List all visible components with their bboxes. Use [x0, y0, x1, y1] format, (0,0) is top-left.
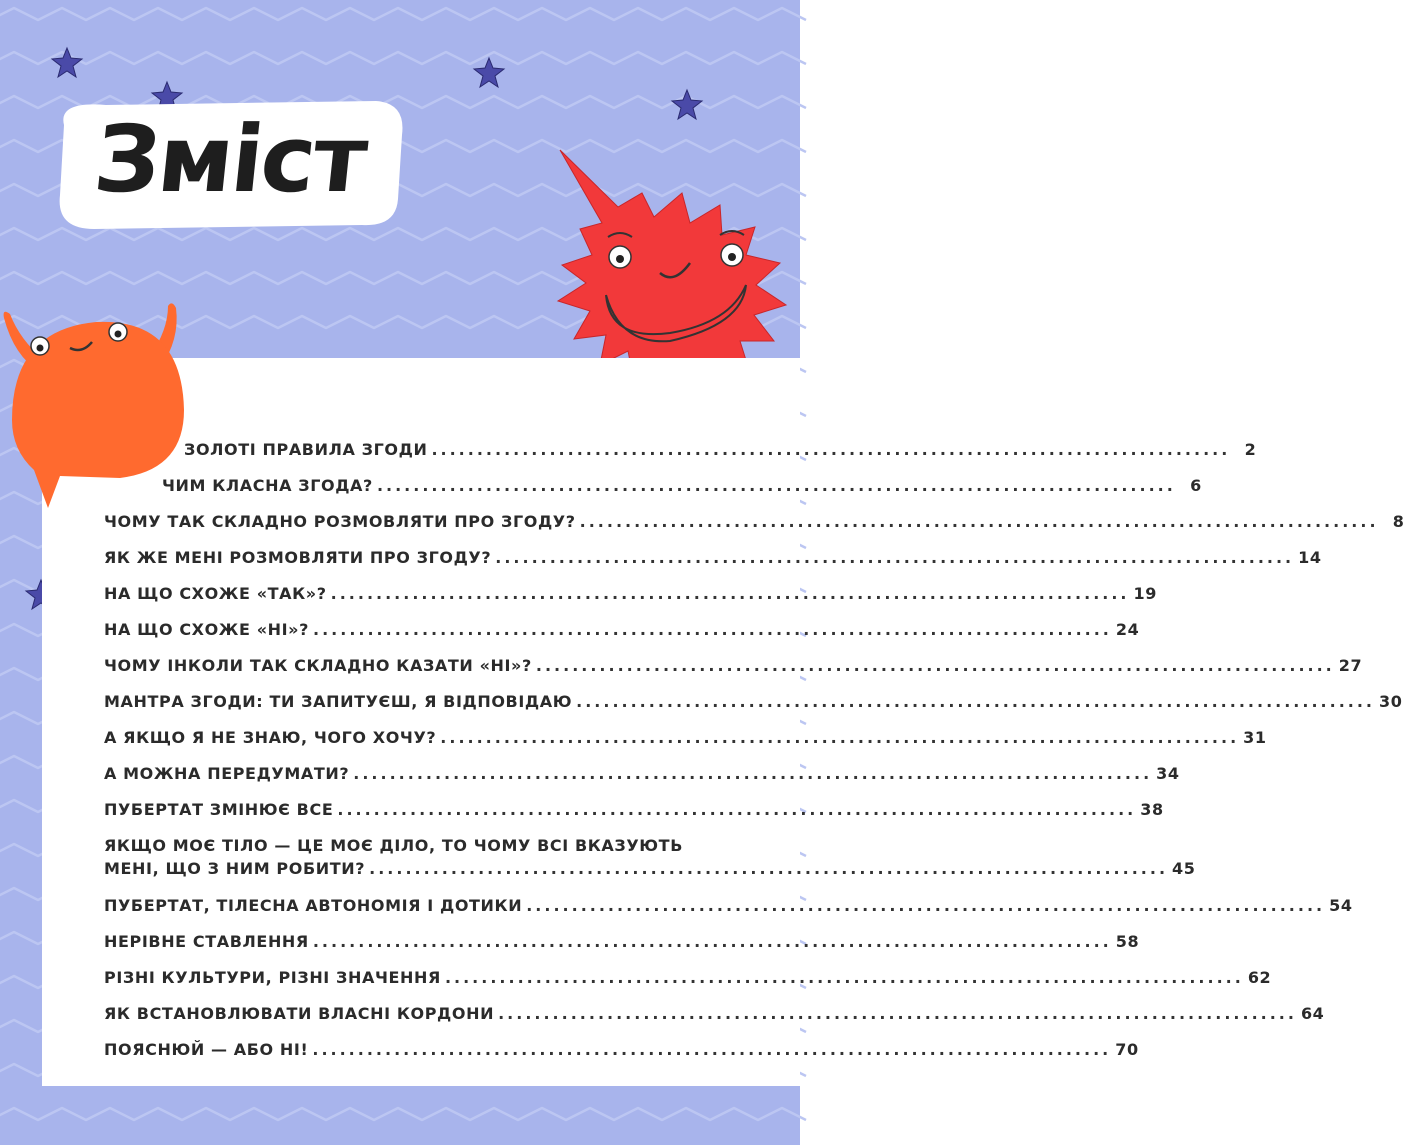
star-icon [472, 56, 506, 90]
toc-leader-dots: ........................................................................................ [431, 440, 1231, 459]
toc-item[interactable] [184, 440, 1257, 459]
toc-leader-dots: ........................................................................................ [579, 512, 1379, 531]
toc-item-title-line1: ЯКЩО МОЄ ТІЛО — ЦЕ МОЄ ДІЛО, ТО ЧОМУ ВСІ ВКАЗУЮТЬ [104, 836, 683, 855]
toc-item-title: ПУБЕРТАТ, ТІЛЕСНА АВТОНОМІЯ І ДОТИКИ [104, 896, 523, 915]
toc-item-title: А ЯКЩО Я НЕ ЗНАЮ, ЧОГО ХОЧУ? [104, 728, 437, 747]
toc-item-page: 38 [1140, 800, 1164, 819]
toc-item-page: 27 [1338, 656, 1363, 675]
toc-item-title: РІЗНІ КУЛЬТУРИ, РІЗНІ ЗНАЧЕННЯ [104, 968, 441, 987]
toc-item-title-line2: МЕНІ, ЩО З НИМ РОБИТИ? [104, 859, 366, 878]
toc-item-title: ЯК ВСТАНОВЛЮВАТИ ВЛАСНІ КОРДОНИ [104, 1004, 495, 1023]
toc-item-title: НА ЩО СХОЖЕ «НІ»? [104, 620, 309, 639]
toc-item-title: ЯК ЖЕ МЕНІ РОЗМОВЛЯТИ ПРО ЗГОДУ? [104, 548, 492, 567]
toc-item-page: 2 [1244, 440, 1257, 459]
toc-leader-dots: ........................................................................................ [535, 656, 1335, 675]
zigzag-line [0, 1108, 806, 1120]
toc-item-title: ЧИМ КЛАСНА ЗГОДА? [162, 476, 373, 495]
toc-item[interactable] [104, 800, 1164, 819]
toc-leader-dots: ........................................................................................ [313, 620, 1112, 639]
toc-item-title: ЗОЛОТІ ПРАВИЛА ЗГОДИ [184, 440, 428, 459]
toc-item-page: 34 [1156, 764, 1180, 783]
page-title: Зміст [89, 106, 371, 213]
toc-item-page: 45 [1172, 859, 1196, 878]
toc-leader-dots: ........................................................................................ [526, 896, 1326, 915]
toc-item[interactable] [104, 968, 1272, 987]
toc-item[interactable] [104, 548, 1322, 567]
zigzag-line [0, 52, 806, 64]
toc-leader-dots: ........................................................................................ [440, 728, 1240, 747]
toc-item[interactable] [104, 1040, 1139, 1059]
toc-item-title: ПУБЕРТАТ ЗМІНЮЄ ВСЕ [104, 800, 334, 819]
star-icon [670, 88, 704, 122]
toc-leader-dots: ........................................................................................ [495, 548, 1295, 567]
toc-item-page: 64 [1300, 1004, 1325, 1023]
toc-leader-dots: ........................................................................................ [353, 764, 1153, 783]
toc-item[interactable] [104, 512, 1405, 531]
toc-leader-dots: ........................................................................................ [376, 476, 1176, 495]
toc-item-title: А МОЖНА ПЕРЕДУМАТИ? [104, 764, 350, 783]
toc-item[interactable] [104, 932, 1140, 951]
toc-item[interactable] [104, 584, 1157, 603]
toc-item-page: 54 [1329, 896, 1353, 915]
toc-item-page: 19 [1133, 584, 1157, 603]
toc-item[interactable] [104, 1004, 1325, 1023]
toc-item-page: 70 [1115, 1040, 1139, 1059]
toc-leader-dots: ........................................................................................ [330, 584, 1130, 603]
toc-item-title: ПОЯСНЮЙ — АБО НІ! [104, 1040, 309, 1059]
toc-leader-dots: ........................................................................................ [337, 800, 1137, 819]
toc-leader-dots: ........................................................................................ [312, 1040, 1112, 1059]
toc-item[interactable] [104, 728, 1267, 747]
toc-leader-dots: ........................................................................................ [444, 968, 1244, 987]
toc-item-page: 8 [1392, 512, 1405, 531]
toc-item-title: НА ЩО СХОЖЕ «ТАК»? [104, 584, 327, 603]
toc-leader-dots: ........................................................................................ [498, 1004, 1297, 1023]
toc-leader-dots: ........................................................................................ [369, 859, 1169, 878]
toc-item[interactable] [104, 764, 1180, 783]
toc-item-page: 62 [1247, 968, 1272, 987]
toc-item-page: 58 [1115, 932, 1140, 951]
toc-item[interactable] [162, 476, 1202, 495]
toc-item[interactable] [104, 896, 1353, 915]
toc-leader-dots: ........................................................................................ [312, 932, 1112, 951]
toc-item-page: 30 [1379, 692, 1403, 711]
toc-item-page: 14 [1298, 548, 1322, 567]
red-star-character [550, 145, 790, 390]
toc-item-title: ЧОМУ ІНКОЛИ ТАК СКЛАДНО КАЗАТИ «НІ»? [104, 656, 532, 675]
toc-item-title: МАНТРА ЗГОДИ: ТИ ЗАПИТУЄШ, Я ВІДПОВІДАЮ [104, 692, 573, 711]
toc-item-page: 31 [1243, 728, 1267, 747]
toc-item-page: 24 [1115, 620, 1140, 639]
toc-item-page: 6 [1190, 476, 1202, 495]
toc-item-title: ЧОМУ ТАК СКЛАДНО РОЗМОВЛЯТИ ПРО ЗГОДУ? [104, 512, 576, 531]
toc-item[interactable] [104, 620, 1140, 639]
zigzag-line [0, 8, 806, 20]
toc-item[interactable] [104, 692, 1403, 711]
toc-leader-dots: ........................................................................................ [576, 692, 1375, 711]
toc-item-title: НЕРІВНЕ СТАВЛЕННЯ [104, 932, 309, 951]
toc-item[interactable] [104, 656, 1363, 675]
star-icon [50, 46, 84, 80]
toc-item[interactable] [104, 836, 1196, 878]
